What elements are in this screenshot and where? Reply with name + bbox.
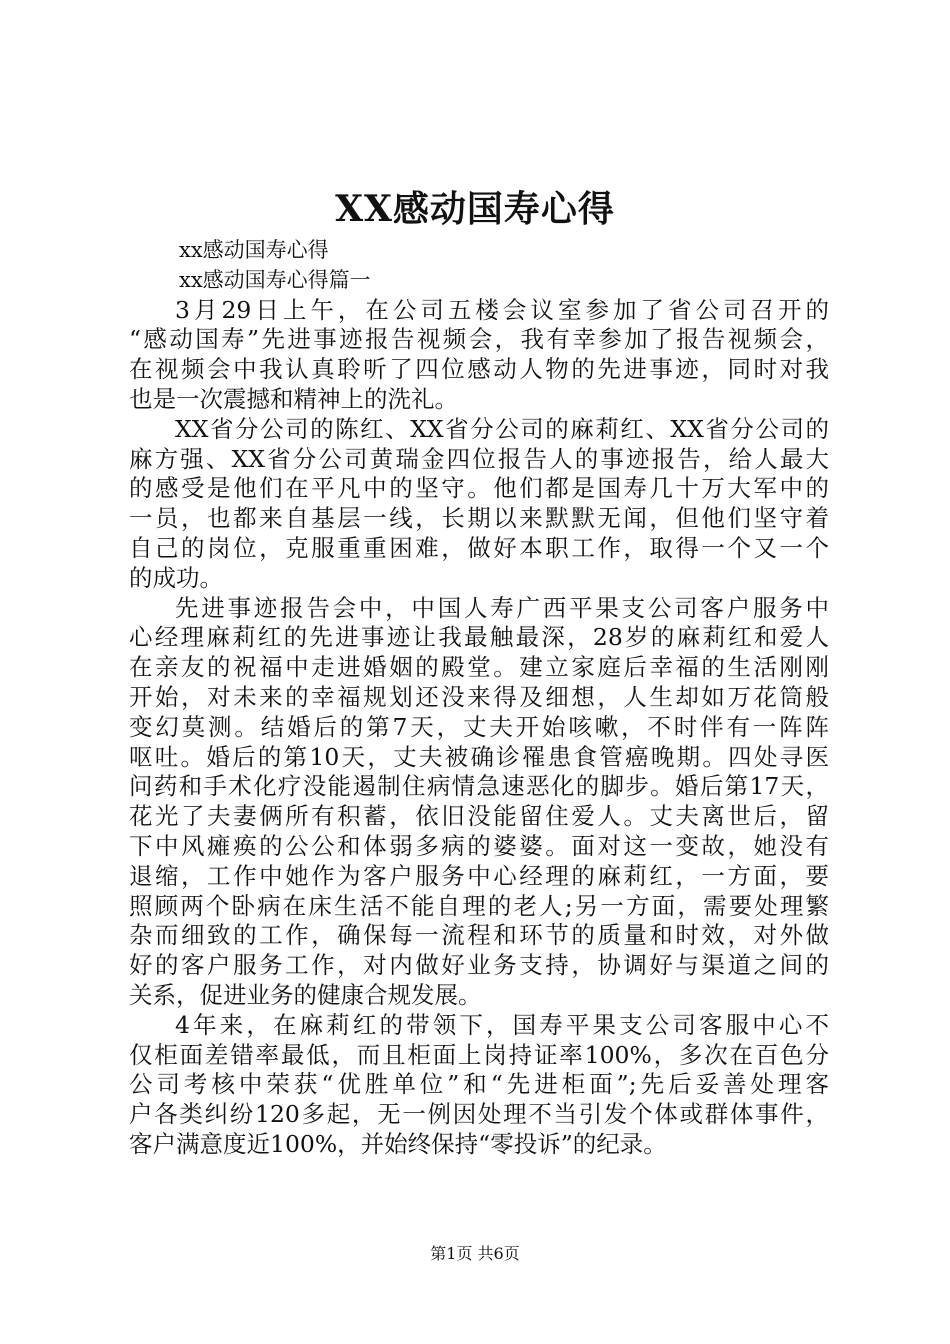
- text-line: 开始，对未来的幸福规划还没来得及细想，人生却如万花筒般: [129, 682, 829, 711]
- text-line: 自己的岗位，克服重重困难，做好本职工作，取得一个又一个: [129, 533, 829, 562]
- text-line: 公司考核中荣获“优胜单位”和“先进柜面”;先后妥善处理客: [129, 1070, 829, 1099]
- text-line: 的感受是他们在平凡中的坚守。他们都是国寿几十万大军中的: [129, 474, 829, 503]
- subheading: xx感动国寿心得篇一: [179, 267, 371, 292]
- document-body: [129, 236, 829, 1160]
- text-line: XX省分公司的陈红、XX省分公司的麻莉红、XX省分公司的: [175, 414, 829, 443]
- document-title: XX感动国寿心得: [335, 188, 615, 230]
- text-line: 杂而细致的工作，确保每一流程和环节的质量和时效，对外做: [129, 921, 829, 950]
- page-footer: 第1页 共6页: [430, 1244, 520, 1263]
- text-line: 照顾两个卧病在床生活不能自理的老人;另一方面，需要处理繁: [129, 891, 829, 920]
- paragraphs-container: [129, 296, 829, 1160]
- paragraph: [129, 415, 829, 594]
- text-line: 3月29日上午，在公司五楼会议室参加了省公司召开的: [175, 295, 829, 324]
- text-line: 户各类纠纷120多起，无一例因处理不当引发个体或群体事件，: [129, 1100, 829, 1129]
- text-line: 退缩，工作中她作为客户服务中心经理的麻莉红，一方面，要: [129, 861, 829, 890]
- text-line: 好的客户服务工作，对内做好业务支持，协调好与渠道之间的: [129, 951, 829, 980]
- paragraph: [129, 594, 829, 1011]
- text-line: 麻方强、XX省分公司黄瑞金四位报告人的事迹报告，给人最大: [129, 444, 829, 473]
- text-line: 客户满意度近100%，并始终保持“零投诉”的纪录。: [129, 1129, 667, 1158]
- text-line: 仅柜面差错率最低，而且柜面上岗持证率100%，多次在百色分: [129, 1040, 829, 1069]
- text-line: 心经理麻莉红的先进事迹让我最触最深，28岁的麻莉红和爱人: [129, 623, 829, 652]
- text-line: 变幻莫测。结婚后的第7天，丈夫开始咳嗽，不时伴有一阵阵: [129, 712, 829, 741]
- text-line: “感动国寿”先进事迹报告视频会，我有幸参加了报告视频会，: [129, 325, 829, 354]
- text-line: 也是一次震撼和精神上的洗礼。: [129, 384, 458, 413]
- text-line: 下中风瘫痪的公公和体弱多病的婆婆。面对这一变故，她没有: [129, 831, 829, 860]
- text-line: 呕吐。婚后的第10天，丈夫被确诊罹患食管癌晚期。四处寻医: [129, 742, 829, 771]
- text-line: 先进事迹报告会中，中国人寿广西平果支公司客户服务中: [175, 593, 829, 622]
- text-line: 问药和手术化疗没能遏制住病情急速恶化的脚步。婚后第17天，: [129, 772, 829, 801]
- text-line: 关系，促进业务的健康合规发展。: [129, 980, 482, 1009]
- text-line: 花光了夫妻俩所有积蓄，依旧没能留住爱人。丈夫离世后，留: [129, 802, 829, 831]
- subheading: xx感动国寿心得: [179, 238, 329, 262]
- text-line: 在亲友的祝福中走进婚姻的殿堂。建立家庭后幸福的生活刚刚: [129, 653, 829, 682]
- text-line: 一员，也都来自基层一线，长期以来默默无闻，但他们坚守着: [129, 504, 829, 533]
- paragraph: [129, 296, 829, 415]
- text-line: 的成功。: [129, 563, 223, 592]
- text-line: 在视频会中我认真聆听了四位感动人物的先进事迹，同时对我: [129, 355, 829, 384]
- text-line: 4年来，在麻莉红的带领下，国寿平果支公司客服中心不: [175, 1010, 829, 1039]
- paragraph: [129, 1011, 829, 1160]
